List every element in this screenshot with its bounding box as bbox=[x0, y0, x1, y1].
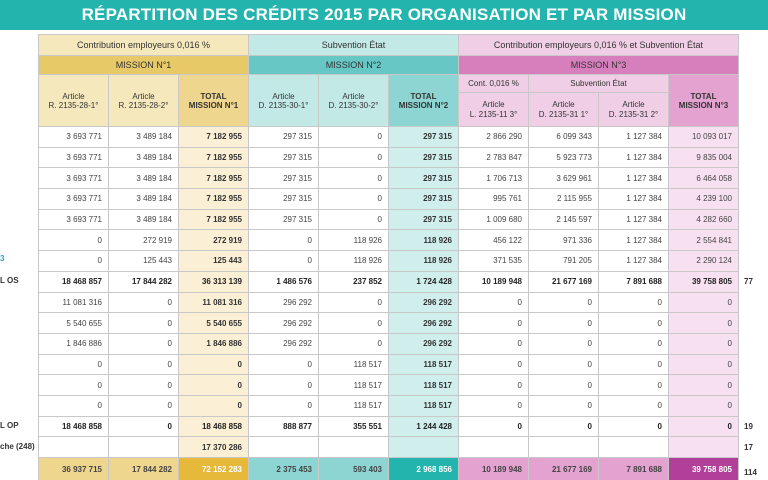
table-cell: 0 bbox=[319, 313, 389, 334]
table-cell: 0 bbox=[459, 333, 529, 354]
table-cell: 3 489 184 bbox=[109, 168, 179, 189]
col-header-4: Article D. 2135-30-1° bbox=[249, 75, 319, 127]
table-cell bbox=[669, 437, 739, 458]
table-cell: 0 bbox=[109, 395, 179, 416]
table-cell: 0 bbox=[459, 354, 529, 375]
table-cell: 0 bbox=[599, 395, 669, 416]
table-cell: 297 315 bbox=[249, 147, 319, 168]
table-cell: 0 bbox=[39, 375, 109, 396]
table-cell: 3 489 184 bbox=[109, 189, 179, 210]
table-row bbox=[39, 127, 739, 148]
credits-table bbox=[38, 34, 739, 480]
table-cell: 297 315 bbox=[389, 189, 459, 210]
table-row bbox=[39, 354, 739, 375]
table-cell bbox=[319, 437, 389, 458]
table-cell: 5 540 655 bbox=[39, 313, 109, 334]
edge-value-final: 114 bbox=[744, 468, 757, 477]
table-cell: 0 bbox=[669, 395, 739, 416]
table-row bbox=[39, 230, 739, 251]
table-cell: 0 bbox=[319, 127, 389, 148]
table-cell: 7 891 688 bbox=[599, 271, 669, 292]
table-cell: 0 bbox=[529, 354, 599, 375]
table-cell: 10 093 017 bbox=[669, 127, 739, 148]
table-cell: 0 bbox=[39, 251, 109, 272]
table-cell: 0 bbox=[599, 354, 669, 375]
table-cell: 237 852 bbox=[319, 271, 389, 292]
table-cell: 3 693 771 bbox=[39, 147, 109, 168]
table-cell: 5 540 655 bbox=[179, 313, 249, 334]
table-cell: 0 bbox=[599, 313, 669, 334]
col-header-5: Article D. 2135-30-2° bbox=[319, 75, 389, 127]
table-cell: 11 081 316 bbox=[39, 292, 109, 313]
table-cell: 0 bbox=[179, 395, 249, 416]
table-cell: 0 bbox=[109, 375, 179, 396]
table-cell bbox=[529, 437, 599, 458]
row-marker: 3 bbox=[0, 254, 5, 263]
table-cell: 0 bbox=[109, 292, 179, 313]
col-header-7: Article L. 2135-11 3° bbox=[459, 93, 529, 127]
table-cell: 7 891 688 bbox=[599, 458, 669, 480]
group-header-2: Subvention État bbox=[249, 35, 459, 56]
table-row bbox=[39, 292, 739, 313]
table-cell: 0 bbox=[669, 333, 739, 354]
table-cell: 118 517 bbox=[389, 375, 459, 396]
table-cell: 0 bbox=[529, 395, 599, 416]
table-cell: 17 844 282 bbox=[109, 458, 179, 480]
table-cell: 2 783 847 bbox=[459, 147, 529, 168]
table-cell: 39 758 805 bbox=[669, 458, 739, 480]
table-cell: 0 bbox=[599, 375, 669, 396]
table-cell: 6 099 343 bbox=[529, 127, 599, 148]
table-cell: 3 693 771 bbox=[39, 127, 109, 148]
col-header-6: TOTAL MISSION N°2 bbox=[389, 75, 459, 127]
table-cell: 296 292 bbox=[389, 333, 459, 354]
table-cell: 3 489 184 bbox=[109, 209, 179, 230]
table-cell: 36 313 139 bbox=[179, 271, 249, 292]
table-cell: 2 375 453 bbox=[249, 458, 319, 480]
table-cell: 6 464 058 bbox=[669, 168, 739, 189]
table-cell: 1 009 680 bbox=[459, 209, 529, 230]
table-cell bbox=[39, 437, 109, 458]
table-cell: 1 846 886 bbox=[39, 333, 109, 354]
table-cell: 7 182 955 bbox=[179, 147, 249, 168]
table-row bbox=[39, 437, 739, 458]
table-cell: 2 145 597 bbox=[529, 209, 599, 230]
table-cell: 0 bbox=[669, 354, 739, 375]
table-row bbox=[39, 251, 739, 272]
table-cell: 21 677 169 bbox=[529, 271, 599, 292]
table-row bbox=[39, 395, 739, 416]
table-cell: 0 bbox=[319, 209, 389, 230]
table-cell: 125 443 bbox=[179, 251, 249, 272]
table-cell: 118 517 bbox=[389, 354, 459, 375]
table-cell: 1 127 384 bbox=[599, 230, 669, 251]
table-cell: 1 244 428 bbox=[389, 416, 459, 437]
table-cell: 296 292 bbox=[249, 292, 319, 313]
table-cell bbox=[389, 437, 459, 458]
table-cell: 0 bbox=[669, 313, 739, 334]
table-cell: 0 bbox=[669, 416, 739, 437]
table-cell: 0 bbox=[319, 189, 389, 210]
group-header-3: Contribution employeurs 0,016 % et Subvention État bbox=[459, 35, 739, 56]
table-cell: 2 866 290 bbox=[459, 127, 529, 148]
table-cell: 0 bbox=[459, 313, 529, 334]
table-cell: 3 693 771 bbox=[39, 189, 109, 210]
table-cell: 0 bbox=[39, 354, 109, 375]
table-cell: 297 315 bbox=[249, 127, 319, 148]
table-cell: 21 677 169 bbox=[529, 458, 599, 480]
edge-value-op: 19 bbox=[744, 422, 753, 431]
table-cell: 272 919 bbox=[109, 230, 179, 251]
edge-value-os: 77 bbox=[744, 277, 753, 286]
table-row bbox=[39, 271, 739, 292]
table-cell: 296 292 bbox=[389, 313, 459, 334]
table-cell: 1 127 384 bbox=[599, 168, 669, 189]
table-cell: 355 551 bbox=[319, 416, 389, 437]
table-cell: 1 127 384 bbox=[599, 209, 669, 230]
table-cell: 296 292 bbox=[389, 292, 459, 313]
table-cell: 118 517 bbox=[389, 395, 459, 416]
table-cell: 18 468 857 bbox=[39, 271, 109, 292]
table-cell: 10 189 948 bbox=[459, 271, 529, 292]
table-cell: 0 bbox=[599, 333, 669, 354]
table-cell: 3 693 771 bbox=[39, 168, 109, 189]
table-cell bbox=[459, 437, 529, 458]
table-cell: 4 239 100 bbox=[669, 189, 739, 210]
table-cell: 118 517 bbox=[319, 354, 389, 375]
table-row bbox=[39, 458, 739, 480]
table-cell: 2 554 841 bbox=[669, 230, 739, 251]
table-cell: 1 486 576 bbox=[249, 271, 319, 292]
table-cell: 888 877 bbox=[249, 416, 319, 437]
table-cell: 297 315 bbox=[389, 168, 459, 189]
row-label-total-os: L OS bbox=[0, 276, 19, 285]
table-cell: 0 bbox=[109, 354, 179, 375]
row-label-total-op: L OP bbox=[0, 421, 19, 430]
table-cell: 0 bbox=[669, 292, 739, 313]
table-cell: 0 bbox=[249, 354, 319, 375]
table-cell bbox=[109, 437, 179, 458]
table-cell bbox=[599, 437, 669, 458]
table-cell: 791 205 bbox=[529, 251, 599, 272]
table-cell: 297 315 bbox=[389, 209, 459, 230]
table-row bbox=[39, 313, 739, 334]
table-row bbox=[39, 189, 739, 210]
table-cell: 1 127 384 bbox=[599, 251, 669, 272]
table-cell: 39 758 805 bbox=[669, 271, 739, 292]
sub-header-cont: Cont. 0,016 % bbox=[459, 75, 529, 93]
table-cell: 1 127 384 bbox=[599, 189, 669, 210]
table-cell: 456 122 bbox=[459, 230, 529, 251]
table-cell: 0 bbox=[529, 333, 599, 354]
table-cell: 1 127 384 bbox=[599, 147, 669, 168]
table-cell: 593 403 bbox=[319, 458, 389, 480]
table-cell: 118 517 bbox=[319, 375, 389, 396]
table-row bbox=[39, 333, 739, 354]
table-cell: 0 bbox=[249, 251, 319, 272]
page-title: RÉPARTITION DES CRÉDITS 2015 PAR ORGANISATION ET PAR MISSION bbox=[0, 0, 768, 30]
table-cell: 0 bbox=[459, 416, 529, 437]
table-cell: 0 bbox=[319, 168, 389, 189]
table-cell: 118 517 bbox=[319, 395, 389, 416]
table-cell: 296 292 bbox=[249, 313, 319, 334]
mission-1-header: MISSION N°1 bbox=[39, 56, 249, 75]
table-cell: 2 968 856 bbox=[389, 458, 459, 480]
col-header-9: Article D. 2135-31 2° bbox=[599, 93, 669, 127]
table-cell: 5 923 773 bbox=[529, 147, 599, 168]
table-cell: 3 489 184 bbox=[109, 127, 179, 148]
table-cell: 971 336 bbox=[529, 230, 599, 251]
table-cell: 7 182 955 bbox=[179, 168, 249, 189]
table-cell: 0 bbox=[599, 292, 669, 313]
group-header-1: Contribution employeurs 0,016 % bbox=[39, 35, 249, 56]
table-cell: 0 bbox=[109, 416, 179, 437]
table-cell: 2 290 124 bbox=[669, 251, 739, 272]
table-cell: 118 926 bbox=[389, 251, 459, 272]
table-row bbox=[39, 209, 739, 230]
table-cell: 125 443 bbox=[109, 251, 179, 272]
table-cell: 0 bbox=[249, 395, 319, 416]
table-cell: 0 bbox=[529, 375, 599, 396]
table-cell: 3 489 184 bbox=[109, 147, 179, 168]
table-cell: 995 761 bbox=[459, 189, 529, 210]
table-cell: 118 926 bbox=[319, 251, 389, 272]
col-header-10: TOTAL MISSION N°3 bbox=[669, 75, 739, 127]
mission-3-header: MISSION N°3 bbox=[459, 56, 739, 75]
table-cell: 0 bbox=[39, 395, 109, 416]
table-cell: 0 bbox=[319, 292, 389, 313]
table-cell: 9 835 004 bbox=[669, 147, 739, 168]
table-cell: 297 315 bbox=[249, 209, 319, 230]
table-cell: 72 152 283 bbox=[179, 458, 249, 480]
table-cell: 4 282 660 bbox=[669, 209, 739, 230]
col-header-3: TOTAL MISSION N°1 bbox=[179, 75, 249, 127]
table-cell: 7 182 955 bbox=[179, 127, 249, 148]
table-cell: 297 315 bbox=[389, 127, 459, 148]
table-cell: 0 bbox=[599, 416, 669, 437]
edge-value-reserve: 17 bbox=[744, 443, 753, 452]
table-cell: 0 bbox=[459, 292, 529, 313]
table-cell: 0 bbox=[529, 313, 599, 334]
table-cell: 36 937 715 bbox=[39, 458, 109, 480]
table-cell: 11 081 316 bbox=[179, 292, 249, 313]
table-cell: 371 535 bbox=[459, 251, 529, 272]
table-cell: 7 182 955 bbox=[179, 189, 249, 210]
sub-header-subvention: Subvention État bbox=[529, 75, 669, 93]
table-cell: 2 115 955 bbox=[529, 189, 599, 210]
col-header-8: Article D. 2135-31 1° bbox=[529, 93, 599, 127]
table-row bbox=[39, 375, 739, 396]
table-cell: 18 468 858 bbox=[179, 416, 249, 437]
table-row bbox=[39, 147, 739, 168]
table-cell: 0 bbox=[459, 395, 529, 416]
table-cell: 272 919 bbox=[179, 230, 249, 251]
table-cell: 0 bbox=[109, 313, 179, 334]
table-cell: 0 bbox=[319, 147, 389, 168]
table-cell: 7 182 955 bbox=[179, 209, 249, 230]
table-cell: 118 926 bbox=[319, 230, 389, 251]
table-cell bbox=[249, 437, 319, 458]
col-header-2: Article R. 2135-28-2° bbox=[109, 75, 179, 127]
col-header-1: Article R. 2135-28-1° bbox=[39, 75, 109, 127]
table-cell: 0 bbox=[179, 354, 249, 375]
mission-2-header: MISSION N°2 bbox=[249, 56, 459, 75]
table-cell: 17 844 282 bbox=[109, 271, 179, 292]
table-cell: 297 315 bbox=[249, 168, 319, 189]
table-cell: 118 926 bbox=[389, 230, 459, 251]
table-cell: 1 846 886 bbox=[179, 333, 249, 354]
table-cell: 1 127 384 bbox=[599, 127, 669, 148]
table-cell: 296 292 bbox=[249, 333, 319, 354]
table-cell: 0 bbox=[109, 333, 179, 354]
table-cell: 0 bbox=[669, 375, 739, 396]
row-label-reserve: che (248) bbox=[0, 442, 35, 451]
table-cell: 297 315 bbox=[389, 147, 459, 168]
table-row bbox=[39, 416, 739, 437]
table-cell: 10 189 948 bbox=[459, 458, 529, 480]
table-cell: 0 bbox=[319, 333, 389, 354]
table-cell: 3 693 771 bbox=[39, 209, 109, 230]
table-cell: 297 315 bbox=[249, 189, 319, 210]
table-cell: 0 bbox=[179, 375, 249, 396]
table-cell: 0 bbox=[529, 416, 599, 437]
table-cell: 17 370 286 bbox=[179, 437, 249, 458]
table-cell: 0 bbox=[249, 230, 319, 251]
table-cell: 1 724 428 bbox=[389, 271, 459, 292]
table-cell: 18 468 858 bbox=[39, 416, 109, 437]
table-cell: 0 bbox=[459, 375, 529, 396]
table-row bbox=[39, 168, 739, 189]
table-cell: 0 bbox=[249, 375, 319, 396]
table-cell: 0 bbox=[39, 230, 109, 251]
table-cell: 3 629 961 bbox=[529, 168, 599, 189]
table-cell: 0 bbox=[529, 292, 599, 313]
table-cell: 1 706 713 bbox=[459, 168, 529, 189]
